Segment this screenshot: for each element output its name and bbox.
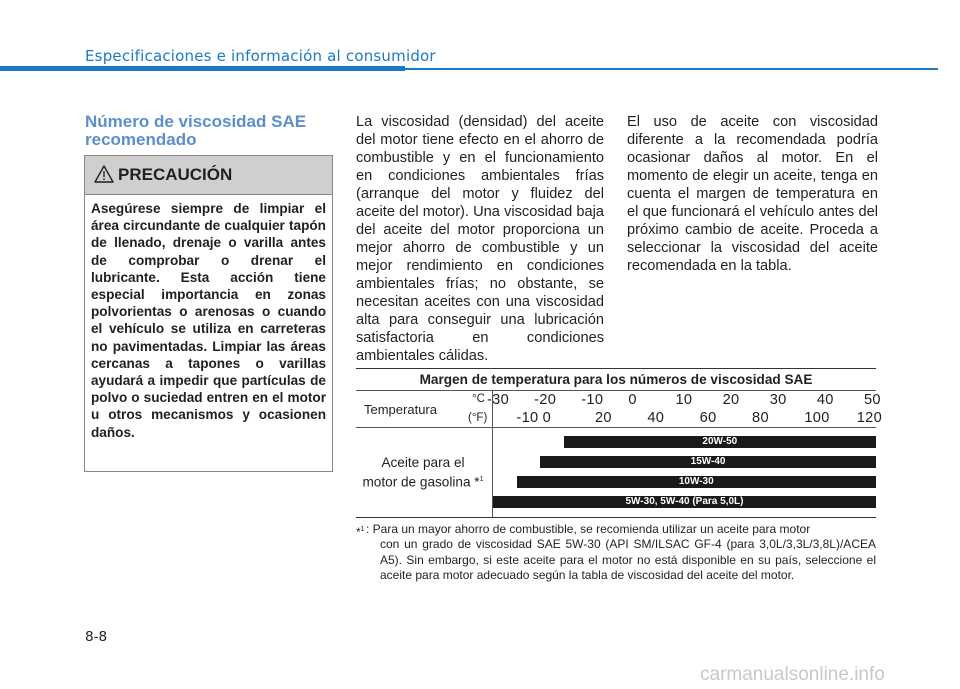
fahrenheit-tick: 40 [647, 410, 665, 426]
caution-title: PRECAUCIÓN [118, 165, 233, 184]
table-divider-horizontal [356, 427, 876, 428]
fahrenheit-unit: (°F) [468, 412, 488, 424]
footnote-mark: *$^1$ [356, 525, 365, 539]
gasoline-footnote-ref: 1 [479, 476, 484, 483]
caution-box [84, 155, 333, 472]
page-number: 8-8 [85, 629, 108, 645]
viscosity-description: La viscosidad (densidad) del aceite del motor tiene efecto en el ahorro de combustible y en el funcionamiento en condiciones ambientales frías (arranque del motor y fluidez del aceite del motor). Una viscosidad baja del aceite del motor proporciona un mejor ahorro de combustible y un mejor rendimiento en condiciones ambientales frías; no obstante, se necesitan aceites con una viscosidad alta para conseguir una lubricación satisfactoria en condiciones ambientales cálidas. [356, 114, 604, 364]
fahrenheit-tick: -10 [516, 410, 539, 426]
viscosity-bar: 20W-50 [564, 436, 876, 448]
viscosity-bar: 15W-40 [540, 456, 876, 468]
footnote [356, 522, 876, 584]
gasoline-oil-label [356, 454, 490, 491]
footnote-rest: con un grado de viscosidad SAE 5W-30 (API SM/ILSAC GF-4 (para 3,0L/3,3L/3,8L)/ACEA A5). Sin embargo, si este aceite para el motor no está disponible en su país, seleccione el aceite para motor adecuado según la tabla de viscosidad del aceite del motor. [380, 537, 876, 583]
header-bar [0, 66, 405, 71]
celsius-tick: 10 [675, 392, 693, 408]
celsius-tick: 30 [769, 392, 787, 408]
celsius-tick: -30 [487, 392, 509, 408]
celsius-tick: 40 [816, 392, 834, 408]
celsius-tick: -10 [581, 392, 604, 408]
celsius-tick: 0 [628, 392, 637, 408]
caution-header [85, 156, 332, 195]
viscosity-table [356, 368, 882, 518]
fahrenheit-tick: 60 [699, 410, 717, 426]
celsius-unit: °C [472, 393, 485, 405]
footnote-first-line: : Para un mayor ahorro de combustible, se recomienda utilizar un aceite para motor [366, 522, 811, 536]
warning-triangle-icon [94, 165, 114, 183]
caution-body: Asegúrese siempre de limpiar el área circundante de cualquier tapón de llenado, drenaje o varilla antes de comprobar o drenar el lubricante. Esta acción tiene especial importancia en zonas polvorientas o arenosas o cuando el vehículo se utiliza en carreteras no pavimentadas. Limpiar las áreas cercanas a tapones o varillas ayudará a impedir que partículas de polvo o suciedad entren en el motor u otros mecanismos y ocasionen daños. [91, 201, 326, 440]
celsius-tick: 20 [722, 392, 740, 408]
table-title: Margen de temperatura para los números de viscosidad SAE [356, 369, 876, 391]
gasoline-oil-label-line1: Aceite para el [381, 455, 465, 470]
oil-selection-advice: El uso de aceite con viscosidad diferente a la recomendada podría ocasionar daños al motor. En el momento de elegir un aceite, tenga en cuenta el margen de temperatura en el que funcionará el vehículo antes del próximo cambio de aceite. Proceda a seleccionar la viscosidad del aceite recomendada en la tabla. [627, 114, 878, 274]
gasoline-oil-label-line2: motor de gasolina * [362, 474, 480, 490]
celsius-tick: -20 [534, 392, 557, 408]
fahrenheit-tick: 20 [594, 410, 612, 426]
viscosity-bar: 10W-30 [517, 476, 876, 488]
fahrenheit-tick: 80 [752, 410, 769, 426]
fahrenheit-tick: 0 [542, 410, 552, 426]
section-title: Número de viscosidad SAE recomendado [85, 112, 307, 149]
header-title: Especificaciones e información al consumidor [85, 47, 436, 65]
celsius-tick: 50 [864, 392, 881, 408]
watermark: carmanualsonline.info [700, 664, 885, 685]
fahrenheit-tick: 120 [856, 410, 882, 426]
header-rule [405, 68, 938, 70]
temperature-label: Temperatura [364, 402, 437, 417]
viscosity-bar: 5W-30, 5W-40 (Para 5,0L) [493, 496, 876, 508]
fahrenheit-tick: 100 [804, 410, 830, 426]
